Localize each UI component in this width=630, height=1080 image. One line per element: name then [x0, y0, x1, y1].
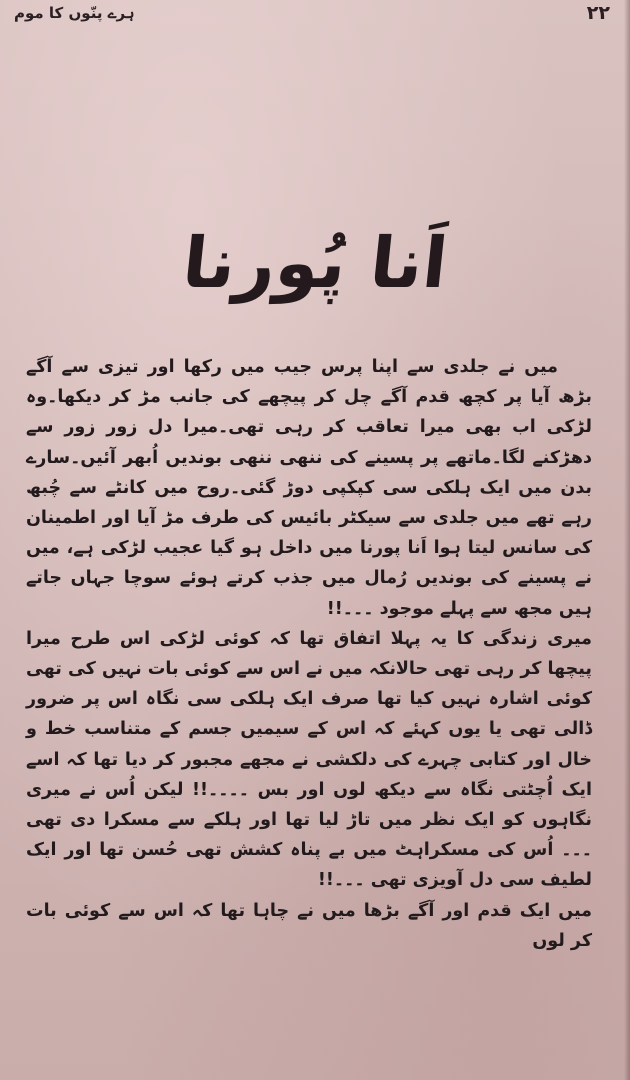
paragraph-3: میں ایک قدم اور آگے بڑھا میں نے چاہا تھا کہ اس سے کوئی بات کر لوں	[26, 900, 592, 951]
page-edge-shadow	[624, 0, 630, 1080]
story-title: اَنا پُورنا	[178, 222, 452, 304]
paragraph-2: میری زندگی کا یہ پہلا اتفاق تھا کہ کوئی لڑکی اس طرح میرا پیچھا کر رہی تھی حالانکہ میں نے اس سے کوئی بات نہیں کی تھی کوئی اشارہ نہیں کیا تھا صرف ایک ہلکی سی نگاہ اس پر ضرور ڈالی تھی یا یوں کہئے کہ اس کے سیمیں جسم کے متناسب خط و خال اور کتابی چہرے کی دلکشی نے مجھے مجبور کر دیا تھا کہ اسے ایک اُچٹتی نگاہ سے دیکھ لوں اور بس ۔۔۔۔!! لیکن اُس نے میری نگاہوں کو ایک نظر میں تاڑ لیا تھا اور ہلکے سے مسکرا دی تھی ۔۔۔ اُس کی مسکراہٹ میں بے پناہ کشش تھی حُسن تھا اور ایک لطیف سی دل آویزی تھی ۔۔۔!!	[26, 628, 592, 891]
running-head: ہرے پنّوں کا موم	[14, 4, 135, 22]
paragraph-1: میں نے جلدی سے اپنا پرس جیب میں رکھا اور تیزی سے آگے بڑھ آیا پر کچھ قدم آگے چل کر پیچھے کی جانب مڑ کر دیکھا۔وہ لڑکی اب بھی میرا تعاقب کر رہی تھی۔میرا دل زور زور سے دھڑکنے لگا۔ماتھے پر پسینے کی ننھی ننھی بوندیں اُبھر آئیں۔سارے بدن میں ایک ہلکی سی کپکپی دوڑ گئی۔روح میں کانٹے سے چُبھ رہے تھے میں جلدی سے سیکٹر بائیس کی طرف مڑ آیا اور اطمینان کی سانس لیتا ہوا اَنا پورنا میں داخل ہو گیا عجیب لڑکی ہے، میں نے پسینے کی بوندیں رُمال میں جذب کرتے ہوئے سوچا جہاں جاتے ہیں مجھ سے پہلے موجود ۔۔۔!!	[26, 357, 592, 619]
page-header	[14, 2, 610, 32]
story-body	[26, 352, 592, 956]
page-number: ٢٢	[586, 2, 610, 24]
